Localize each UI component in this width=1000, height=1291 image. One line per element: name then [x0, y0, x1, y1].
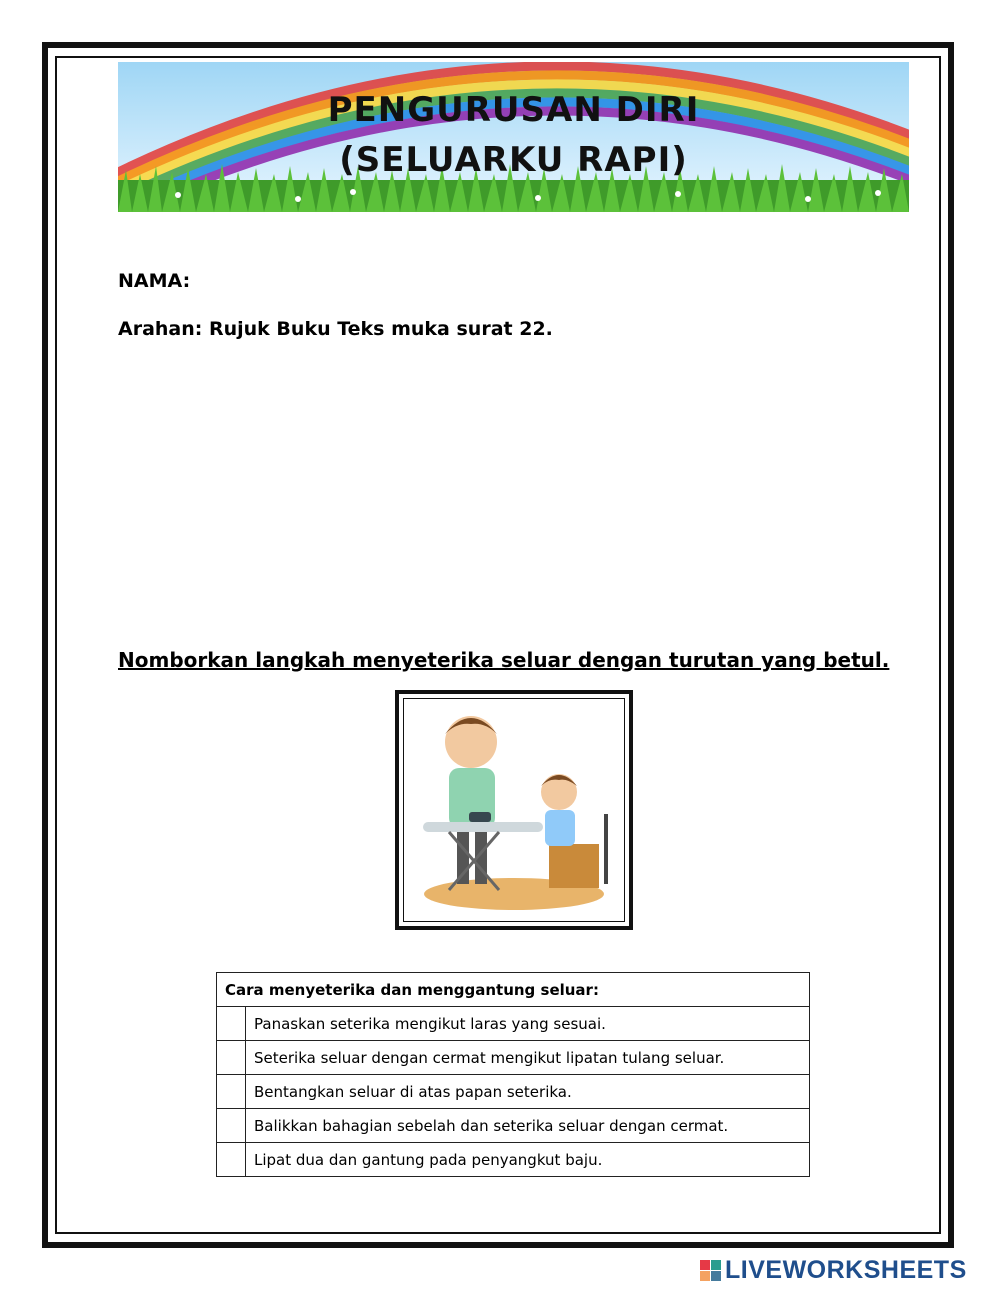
- table-row: [217, 1109, 810, 1143]
- table-header: Cara menyeterika dan menggantung seluar:: [217, 973, 810, 1007]
- table-header-row: [217, 973, 810, 1007]
- name-label: NAMA:: [118, 270, 191, 292]
- step-text: Balikkan bahagian sebelah dan seterika seluar dengan cermat.: [246, 1109, 810, 1143]
- table-row: [217, 1041, 810, 1075]
- step-number-input[interactable]: [217, 1109, 246, 1143]
- logo-square: [711, 1260, 721, 1270]
- step-text: Bentangkan seluar di atas papan seterika.: [246, 1075, 810, 1109]
- logo-square: [700, 1260, 710, 1270]
- task-heading: Nomborkan langkah menyeterika seluar dengan turutan yang betul.: [118, 648, 890, 672]
- banner-title-line1: PENGURUSAN DIRI: [327, 90, 700, 130]
- liveworksheets-logo-icon: [700, 1260, 721, 1281]
- table-row: [217, 1007, 810, 1041]
- table-row: [217, 1143, 810, 1177]
- step-text: Seterika seluar dengan cermat mengikut lipatan tulang seluar.: [246, 1041, 810, 1075]
- steps-table: [216, 972, 810, 1177]
- step-text: Lipat dua dan gantung pada penyangkut baju.: [246, 1143, 810, 1177]
- step-number-input[interactable]: [217, 1075, 246, 1109]
- instruction-text: Arahan: Rujuk Buku Teks muka surat 22.: [118, 318, 553, 340]
- footer-brand: [700, 1255, 967, 1285]
- logo-square: [711, 1271, 721, 1281]
- table-row: [217, 1075, 810, 1109]
- step-text: Panaskan seterika mengikut laras yang sesuai.: [246, 1007, 810, 1041]
- ironing-illustration: [399, 694, 629, 926]
- step-number-input[interactable]: [217, 1007, 246, 1041]
- rainbow-banner: [118, 62, 909, 212]
- rainbow-grass-illustration: [118, 62, 909, 212]
- step-number-input[interactable]: [217, 1041, 246, 1075]
- brand-name: LIVEWORKSHEETS: [725, 1255, 967, 1284]
- logo-square: [700, 1271, 710, 1281]
- step-number-input[interactable]: [217, 1143, 246, 1177]
- ironing-illustration-frame: [395, 690, 633, 930]
- banner-title-line2: (SELUARKU RAPI): [339, 140, 688, 180]
